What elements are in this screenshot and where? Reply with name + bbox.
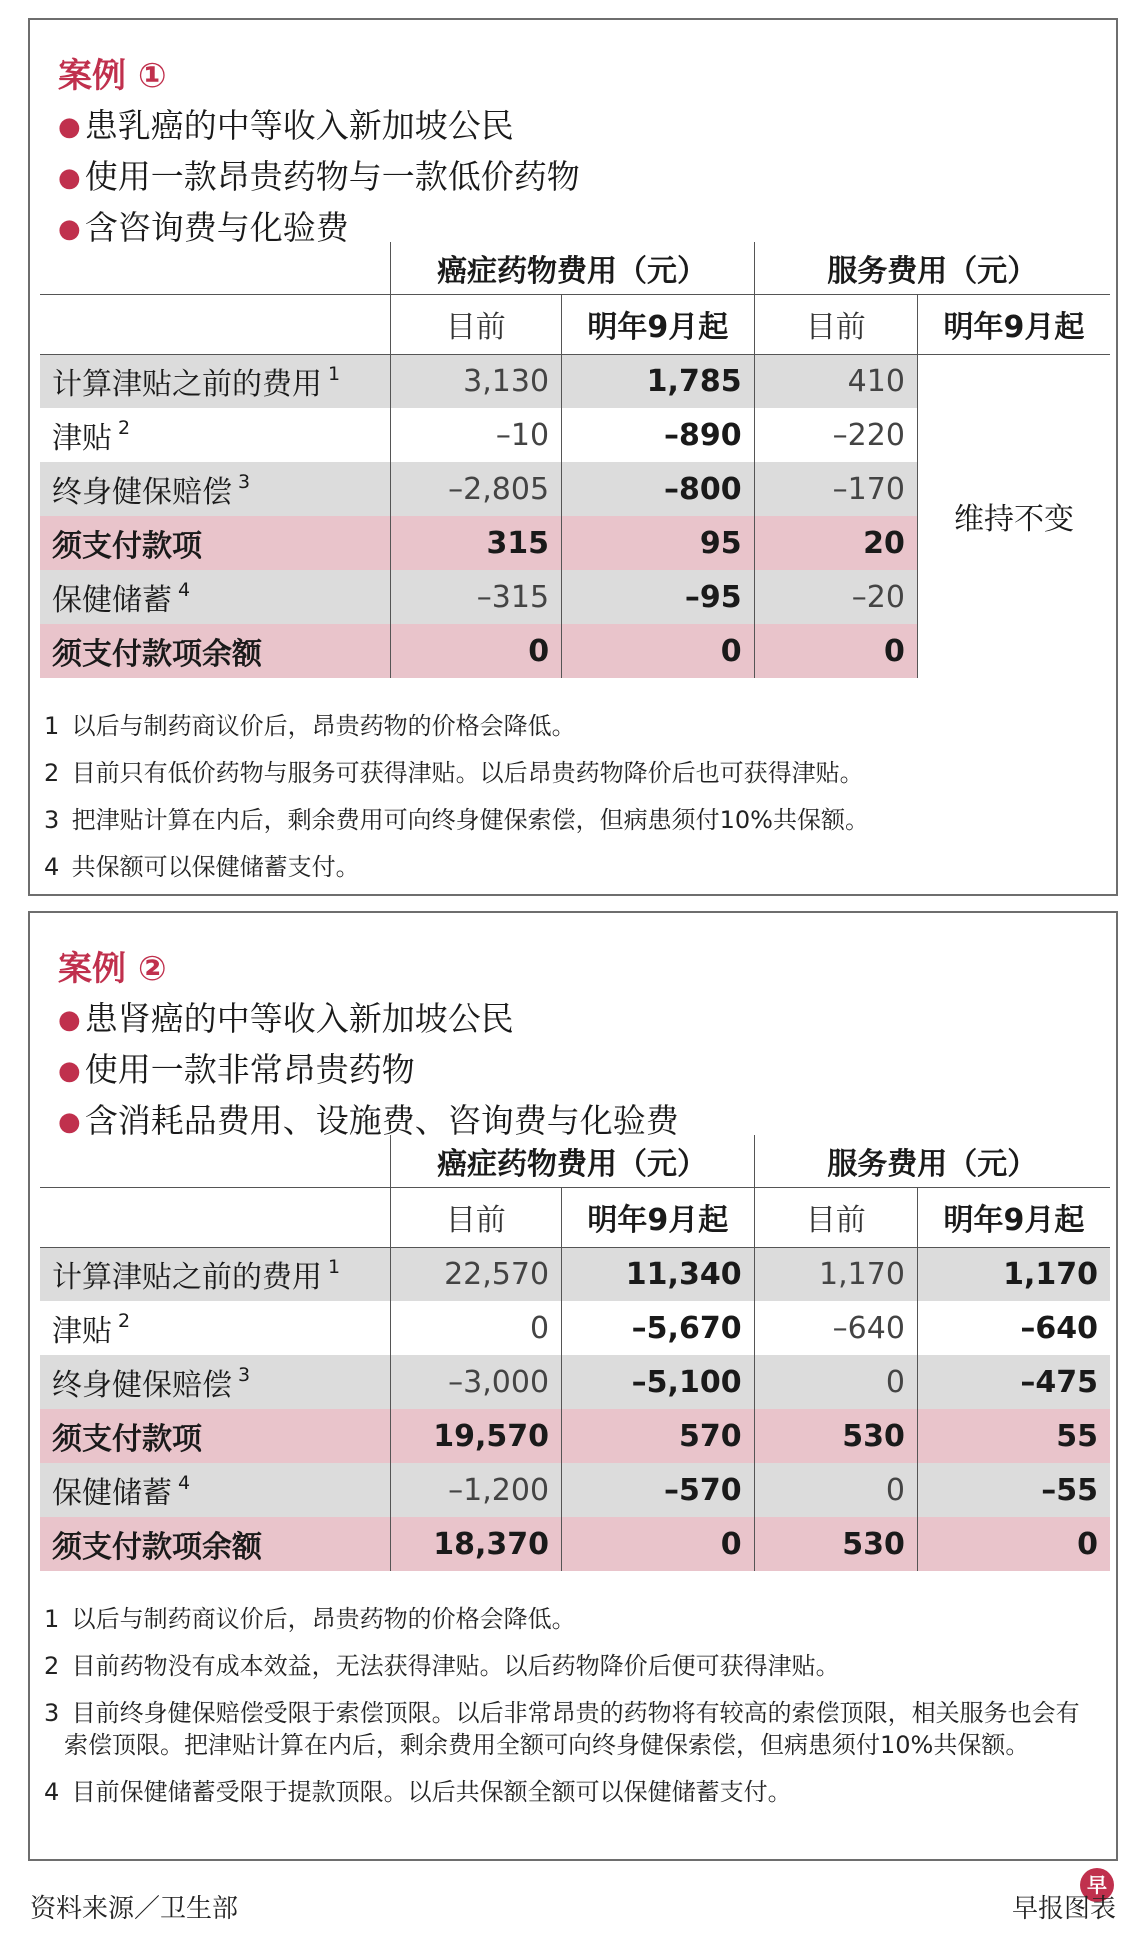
footnote: 2 目前药物没有成本效益，无法获得津贴。以后药物降价后便可获得津贴。 [44, 1652, 840, 1680]
service-now-cell: 530 [754, 1517, 917, 1571]
drug-now-cell: 315 [390, 516, 562, 570]
service-now-cell: 410 [754, 354, 917, 408]
drug-now-cell: 22,570 [390, 1247, 562, 1301]
bullet-dot-icon: ● [58, 1056, 81, 1086]
bullet-item: ● 使用一款非常昂贵药物 [58, 1050, 415, 1089]
table-row [40, 1355, 1110, 1409]
service-now-cell: 20 [754, 516, 917, 570]
table-row [40, 1409, 1110, 1463]
case-1-cost-table [40, 242, 1110, 678]
row-label: 终身健保赔偿 $^3$ [40, 1355, 390, 1409]
footnote: 2 目前只有低价药物与服务可获得津贴。以后昂贵药物降价后也可获得津贴。 [44, 759, 864, 787]
service-later-cell: –475 [917, 1355, 1110, 1409]
case-2-bullets [58, 993, 679, 1146]
table-row [40, 354, 1110, 408]
row-label: 津贴 $^2$ [40, 1301, 390, 1355]
case-2-cost-table [40, 1135, 1110, 1571]
service-now-header: 目前 [754, 294, 917, 354]
service-now-cell: –20 [754, 570, 917, 624]
row-label: 须支付款项 [40, 1409, 390, 1463]
service-now-cell: –170 [754, 462, 917, 516]
table-sub-header-row [40, 1187, 1110, 1247]
footnote: 3 目前终身健保赔偿受限于索偿顶限。以后非常昂贵的药物将有较高的索偿顶限，相关服务也会有索偿顶限。把津贴计算在内后，剩余费用全额可向终身健保索偿，但病患须付10%共保额。 [44, 1699, 1080, 1759]
footnote: 4 共保额可以保健储蓄支付。 [44, 853, 360, 881]
drug-now-cell: –3,000 [390, 1355, 562, 1409]
service-now-header: 目前 [754, 1187, 917, 1247]
drug-later-header: 明年9月起 [562, 294, 755, 354]
drug-later-cell: 95 [562, 516, 755, 570]
row-label: 须支付款项余额 [40, 624, 390, 678]
drug-later-cell: 0 [562, 1517, 755, 1571]
drug-later-cell: –890 [562, 408, 755, 462]
footnote: 4 目前保健储蓄受限于提款顶限。以后共保额全额可以保健储蓄支付。 [44, 1778, 792, 1806]
drug-later-cell: –5,670 [562, 1301, 755, 1355]
bullet-item: ● 使用一款昂贵药物与一款低价药物 [58, 157, 580, 196]
case-1-panel [28, 18, 1118, 896]
drug-now-header: 目前 [390, 1187, 562, 1247]
drug-later-cell: 0 [562, 624, 755, 678]
case-1-footnotes [44, 710, 1102, 898]
service-now-cell: 530 [754, 1409, 917, 1463]
service-now-cell: 0 [754, 1463, 917, 1517]
bullet-dot-icon: ● [58, 163, 81, 193]
drug-later-cell: –800 [562, 462, 755, 516]
drug-now-cell: 19,570 [390, 1409, 562, 1463]
row-label: 保健储蓄 $^4$ [40, 1463, 390, 1517]
service-later-header: 明年9月起 [917, 1187, 1110, 1247]
drug-now-cell: –315 [390, 570, 562, 624]
service-now-cell: –220 [754, 408, 917, 462]
bullet-dot-icon: ● [58, 1107, 81, 1137]
drug-later-cell: 570 [562, 1409, 755, 1463]
service-cost-header: 服务费用（元） [754, 242, 1110, 294]
service-later-merged-cell: 维持不变 [917, 354, 1110, 678]
bullet-item: ● 患肾癌的中等收入新加坡公民 [58, 999, 514, 1038]
service-later-cell: 1,170 [917, 1247, 1110, 1301]
row-label: 须支付款项 [40, 516, 390, 570]
zaobao-logo-icon: 早 [1080, 1868, 1114, 1902]
footnote: 3 把津贴计算在内后，剩余费用可向终身健保索偿，但病患须付10%共保额。 [44, 806, 869, 834]
drug-now-cell: 18,370 [390, 1517, 562, 1571]
drug-later-cell: 11,340 [562, 1247, 755, 1301]
drug-now-cell: –10 [390, 408, 562, 462]
drug-later-cell: 1,785 [562, 354, 755, 408]
drug-now-cell: 0 [390, 624, 562, 678]
drug-later-cell: –570 [562, 1463, 755, 1517]
footnote: 1 以后与制药商议价后，昂贵药物的价格会降低。 [44, 1605, 576, 1633]
service-later-cell: 55 [917, 1409, 1110, 1463]
table-row [40, 1301, 1110, 1355]
service-now-cell: 1,170 [754, 1247, 917, 1301]
case-2-title: 案例 ② [58, 949, 167, 989]
service-now-cell: 0 [754, 1355, 917, 1409]
drug-later-cell: –5,100 [562, 1355, 755, 1409]
drug-later-header: 明年9月起 [562, 1187, 755, 1247]
bullet-dot-icon: ● [58, 1005, 81, 1035]
table-row [40, 1247, 1110, 1301]
table-group-header-row [40, 242, 1110, 294]
row-label: 须支付款项余额 [40, 1517, 390, 1571]
service-now-cell: 0 [754, 624, 917, 678]
table-sub-header-row [40, 294, 1110, 354]
bullet-item: ● 患乳癌的中等收入新加坡公民 [58, 106, 514, 145]
graphic-credit: 早报图表 [1011, 1894, 1116, 1924]
row-label: 保健储蓄 $^4$ [40, 570, 390, 624]
drug-cost-header: 癌症药物费用（元） [390, 242, 754, 294]
drug-now-cell: 3,130 [390, 354, 562, 408]
row-label: 终身健保赔偿 $^3$ [40, 462, 390, 516]
bullet-dot-icon: ● [58, 214, 81, 244]
drug-cost-header: 癌症药物费用（元） [390, 1135, 754, 1187]
table-group-header-row [40, 1135, 1110, 1187]
bullet-item: ● 含咨询费与化验费 [58, 208, 349, 247]
row-label: 计算津贴之前的费用 $^1$ [40, 354, 390, 408]
case-2-footnotes [44, 1603, 1102, 1823]
service-later-header: 明年9月起 [917, 294, 1110, 354]
drug-now-cell: –1,200 [390, 1463, 562, 1517]
drug-later-cell: –95 [562, 570, 755, 624]
service-later-cell: 0 [917, 1517, 1110, 1571]
service-now-cell: –640 [754, 1301, 917, 1355]
row-label: 计算津贴之前的费用 $^1$ [40, 1247, 390, 1301]
case-1-bullets [58, 100, 580, 253]
service-cost-header: 服务费用（元） [754, 1135, 1110, 1187]
source-credit: 资料来源／卫生部 [30, 1894, 239, 1924]
table-row [40, 1517, 1110, 1571]
service-later-cell: –640 [917, 1301, 1110, 1355]
case-1-title: 案例 ① [58, 56, 167, 96]
case-2-panel [28, 911, 1118, 1861]
bullet-dot-icon: ● [58, 112, 81, 142]
drug-now-cell: –2,805 [390, 462, 562, 516]
footnote: 1 以后与制药商议价后，昂贵药物的价格会降低。 [44, 712, 576, 740]
drug-now-header: 目前 [390, 294, 562, 354]
drug-now-cell: 0 [390, 1301, 562, 1355]
service-later-cell: –55 [917, 1463, 1110, 1517]
bullet-item: ● 含消耗品费用、设施费、咨询费与化验费 [58, 1101, 679, 1140]
table-row [40, 1463, 1110, 1517]
row-label: 津贴 $^2$ [40, 408, 390, 462]
